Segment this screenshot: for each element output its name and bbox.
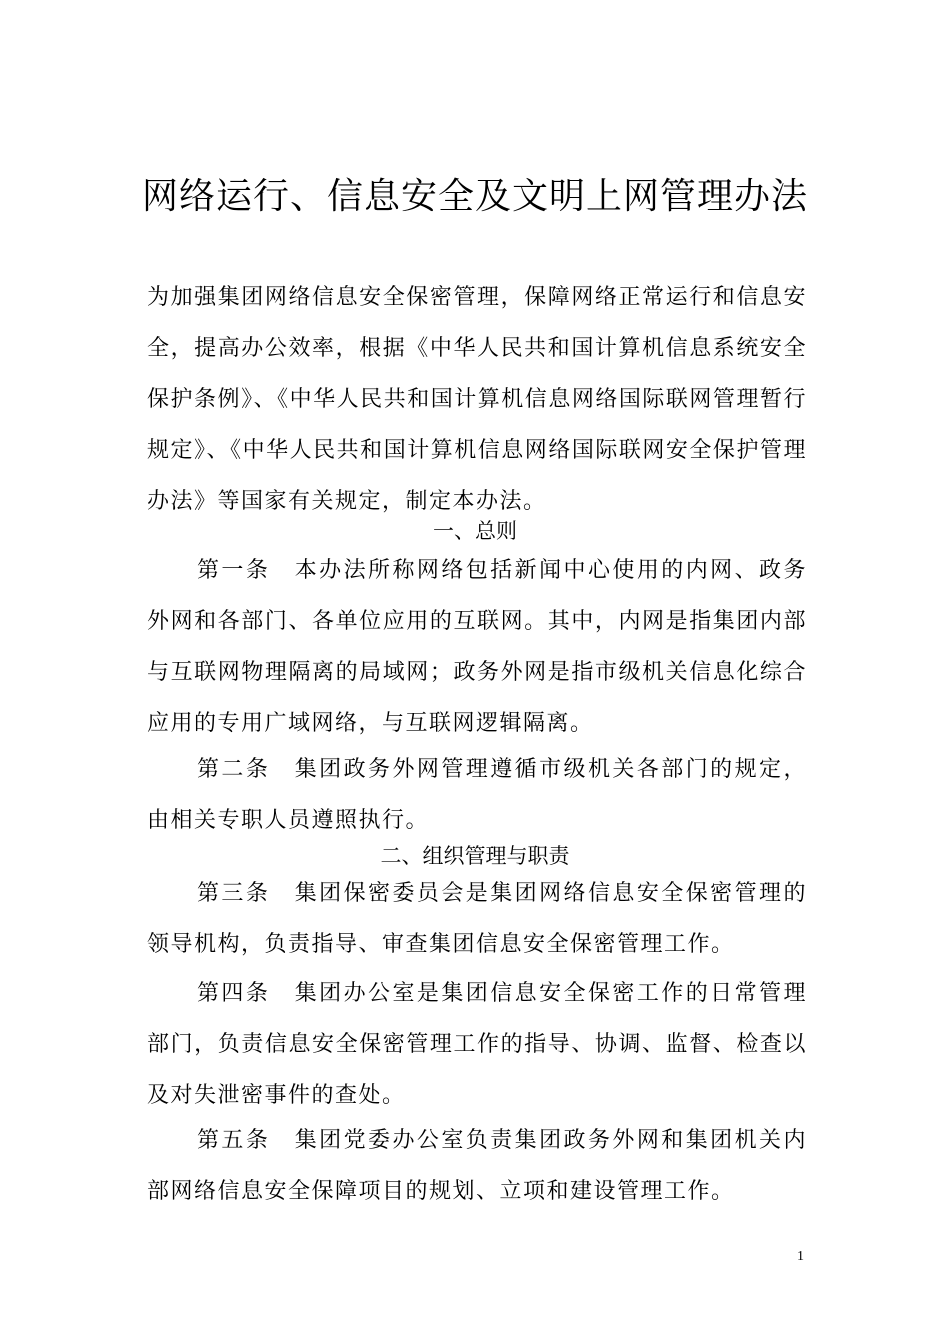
page-number: 1 [797,1249,804,1264]
article-1: 第一条 本办法所称网络包括新闻中心使用的内网、政务外网和各部门、各单位应用的互联网。其中，内网是指集团内部与互联网物理隔离的局域网；政务外网是指市级机关信息化综合应用的专用广域网络，与互联网逻辑隔离。 [147,558,807,736]
section-heading-general: 一、总则 [433,519,517,543]
article-4: 第四条 集团办公室是集团信息安全保密工作的日常管理部门，负责信息安全保密管理工作的指导、协调、监督、检查以及对失泄密事件的查处。 [147,981,807,1108]
preamble-paragraph: 为加强集团网络信息安全保密管理，保障网络正常运行和信息安全，提高办公效率，根据《中华人民共和国计算机信息系统安全保护条例》、《中华人民共和国计算机信息网络国际联网管理暂行规定》、《中华人民共和国计算机信息网络国际联网安全保护管理办法》等国家有关规定，制定本办法。 [147,285,807,514]
article-2: 第二条 集团政务外网管理遵循市级机关各部门的规定，由相关专职人员遵照执行。 [147,757,807,833]
document-title: 网络运行、信息安全及文明上网管理办法 [141,176,808,217]
article-3: 第三条 集团保密委员会是集团网络信息安全保密管理的领导机构，负责指导、审查集团信息安全保密管理工作。 [147,881,807,957]
section-heading-organization: 二、组织管理与职责 [380,844,570,868]
article-5: 第五条 集团党委办公室负责集团政务外网和集团机关内部网络信息安全保障项目的规划、立项和建设管理工作。 [147,1128,807,1204]
